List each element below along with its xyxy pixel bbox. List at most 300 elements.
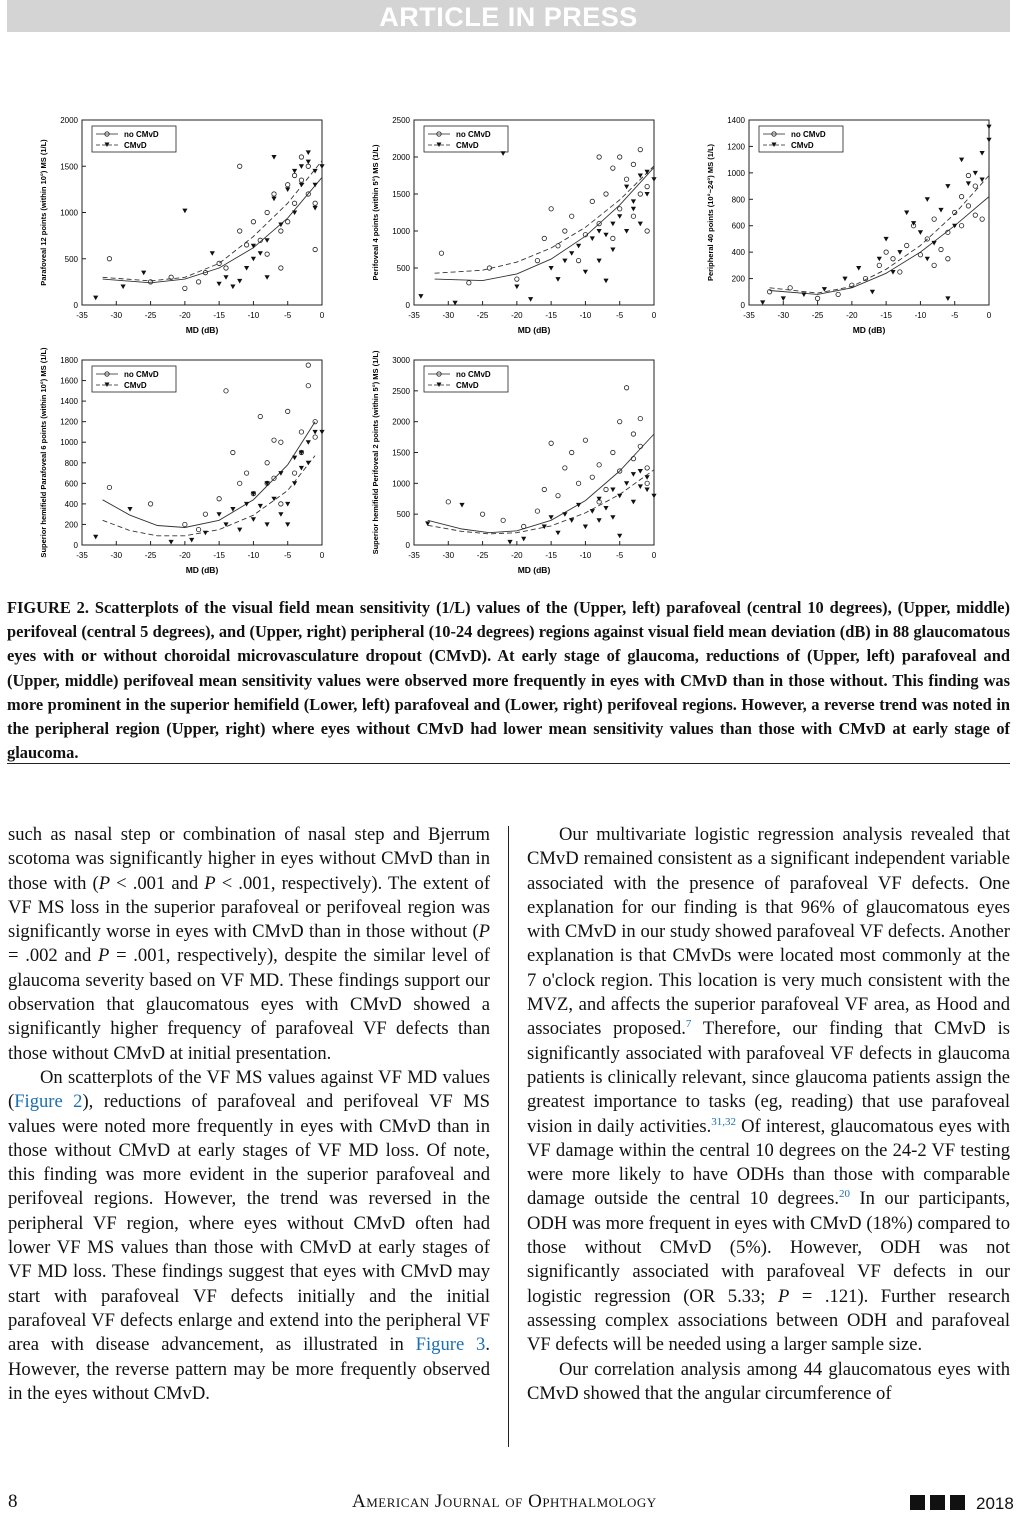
data-point-cmvd xyxy=(278,512,283,517)
page-number: 8 xyxy=(8,1491,18,1512)
data-point-no-cmvd xyxy=(638,444,642,448)
data-point-no-cmvd xyxy=(905,243,909,247)
data-point-no-cmvd xyxy=(624,386,628,390)
data-point-cmvd xyxy=(244,266,249,271)
x-tick-label: -25 xyxy=(144,311,157,320)
data-point-no-cmvd xyxy=(590,199,594,203)
y-tick-label: 1200 xyxy=(727,142,745,152)
data-point-cmvd xyxy=(182,209,187,214)
data-point-no-cmvd xyxy=(549,441,553,445)
data-point-no-cmvd xyxy=(313,435,317,439)
reference-link[interactable]: 31,32 xyxy=(711,1115,736,1128)
y-tick-label: 2500 xyxy=(392,116,410,125)
data-point-no-cmvd xyxy=(638,147,642,151)
data-point-cmvd xyxy=(542,525,547,530)
data-point-cmvd xyxy=(528,297,533,302)
data-point-no-cmvd xyxy=(576,481,580,485)
data-point-no-cmvd xyxy=(618,419,622,423)
data-point-cmvd xyxy=(651,494,656,499)
data-point-no-cmvd xyxy=(549,207,553,211)
data-point-no-cmvd xyxy=(501,518,505,522)
legend-label-no-cmvd: no CMvD xyxy=(124,370,159,379)
fit-line-cmvd xyxy=(435,166,654,273)
data-point-no-cmvd xyxy=(183,286,187,290)
figure-2-link[interactable]: Figure 2 xyxy=(14,1091,83,1113)
data-point-no-cmvd xyxy=(238,229,242,233)
y-tick-label: 2000 xyxy=(392,153,410,162)
data-point-no-cmvd xyxy=(196,280,200,284)
data-point-no-cmvd xyxy=(196,527,200,531)
data-point-cmvd xyxy=(938,208,943,213)
data-point-no-cmvd xyxy=(631,432,635,436)
data-point-cmvd xyxy=(217,282,222,287)
data-point-cmvd xyxy=(313,430,318,435)
data-point-no-cmvd xyxy=(946,257,950,261)
data-point-no-cmvd xyxy=(272,438,276,442)
data-point-cmvd xyxy=(610,515,615,520)
figure-caption: FIGURE 2. Scatterplots of the visual field mean sensitivity (1/L) values of the (Upper, left) parafoveal (central 10 degrees), (Upper, middle) perifoveal (central 5 degrees), and (Upper, right) peripheral (10-24 degrees) regions against visual field mean deviation (dB) in 88 glaucomatous eyes with or without choroidal microvasculature dropout (CMvD). At early stage of glaucoma, reductions of (Upper, left) parafoveal and (Upper, middle) perifoveal mean sensitivity values were observed more frequently in eyes with CMvD than in those without. This finding was more prominent in the superior hemifield (Lower, left) parafoveal and (Lower, right) perifoveal regions. However, a reverse trend was noted in the peripheral region (Upper, right) where eyes without CMvD had lower mean sensitivity values than those with CMvD at early stage of glaucoma. xyxy=(7,598,1010,763)
column-divider xyxy=(508,826,509,1447)
data-point-no-cmvd xyxy=(638,416,642,420)
y-tick-label: 600 xyxy=(731,221,745,231)
x-tick-label: -35 xyxy=(408,551,420,560)
data-point-cmvd xyxy=(603,506,608,511)
data-point-no-cmvd xyxy=(224,266,228,270)
data-point-cmvd xyxy=(562,512,567,517)
x-tick-label: -20 xyxy=(511,551,523,560)
scatterplot-parafoveal xyxy=(20,110,330,342)
fit-line-cmvd xyxy=(103,456,316,536)
data-point-no-cmvd xyxy=(306,164,310,168)
data-point-cmvd xyxy=(638,484,643,489)
legend-label-no-cmvd: no CMvD xyxy=(456,370,491,379)
data-point-no-cmvd xyxy=(767,290,771,294)
data-point-no-cmvd xyxy=(299,430,303,434)
data-point-cmvd xyxy=(313,183,318,188)
data-point-no-cmvd xyxy=(973,184,977,188)
y-tick-label: 0 xyxy=(405,541,410,550)
data-point-cmvd xyxy=(285,502,290,507)
data-point-cmvd xyxy=(897,250,902,255)
data-point-cmvd xyxy=(258,251,263,256)
data-point-no-cmvd xyxy=(265,461,269,465)
data-point-no-cmvd xyxy=(299,178,303,182)
data-point-no-cmvd xyxy=(604,192,608,196)
data-point-no-cmvd xyxy=(244,243,248,247)
data-point-no-cmvd xyxy=(631,162,635,166)
data-point-no-cmvd xyxy=(238,481,242,485)
data-point-no-cmvd xyxy=(439,251,443,255)
publication-year: 2018 xyxy=(976,1494,1014,1513)
data-point-cmvd xyxy=(945,184,950,189)
fit-line-no-cmvd xyxy=(435,167,654,280)
legend-label-cmvd: CMvD xyxy=(791,141,814,150)
y-tick-label: 800 xyxy=(64,458,78,468)
data-point-no-cmvd xyxy=(611,236,615,240)
data-point-no-cmvd xyxy=(299,155,303,159)
data-point-cmvd xyxy=(576,244,581,249)
data-point-no-cmvd xyxy=(966,173,970,177)
data-point-no-cmvd xyxy=(618,207,622,211)
data-point-no-cmvd xyxy=(638,192,642,196)
data-point-cmvd xyxy=(631,207,636,212)
data-point-cmvd xyxy=(569,518,574,523)
data-point-cmvd xyxy=(418,294,423,299)
data-point-no-cmvd xyxy=(446,500,450,504)
y-tick-label: 200 xyxy=(64,520,78,530)
x-tick-label: -35 xyxy=(76,551,88,560)
data-point-cmvd xyxy=(306,150,311,155)
data-point-no-cmvd xyxy=(231,450,235,454)
y-tick-label: 1500 xyxy=(60,162,78,172)
x-tick-label: -20 xyxy=(511,311,523,320)
data-point-cmvd xyxy=(986,125,991,130)
data-point-cmvd xyxy=(313,206,318,211)
data-point-cmvd xyxy=(645,488,650,493)
data-point-no-cmvd xyxy=(645,184,649,188)
data-point-no-cmvd xyxy=(959,194,963,198)
y-tick-label: 600 xyxy=(64,479,78,489)
data-point-no-cmvd xyxy=(932,217,936,221)
fit-line-cmvd xyxy=(103,161,322,281)
data-point-cmvd xyxy=(631,199,636,204)
data-point-cmvd xyxy=(265,238,270,243)
fit-line-no-cmvd xyxy=(428,434,654,533)
data-point-cmvd xyxy=(299,466,304,471)
data-point-no-cmvd xyxy=(217,497,221,501)
data-point-cmvd xyxy=(781,296,786,301)
x-tick-label: 0 xyxy=(986,311,992,320)
data-point-cmvd xyxy=(251,257,256,262)
y-tick-label: 1400 xyxy=(60,397,78,407)
data-point-cmvd xyxy=(856,266,861,271)
scatterplot-superior-parafoveal xyxy=(20,347,330,582)
legend-label-cmvd: CMvD xyxy=(456,141,479,150)
data-point-no-cmvd xyxy=(306,383,310,387)
data-point-cmvd xyxy=(93,535,98,540)
data-point-no-cmvd xyxy=(251,220,255,224)
data-point-no-cmvd xyxy=(980,217,984,221)
data-point-no-cmvd xyxy=(272,192,276,196)
x-tick-label: -25 xyxy=(811,311,824,320)
paragraph: such as nasal step or combination of nasal step and Bjerrum scotoma was significantly higher in eyes without CMvD than in those with (P < .001 and P < .001, respectively). The extent of VF MS loss in the superior parafoveal or perifoveal region was significantly worse in eyes with CMvD than in those without (P = .002 and P = .001, respectively), despite the similar level of glaucoma severity based on VF MD. These findings support our observation that glaucomatous eyes with CMvD showed a significantly higher frequency of parafoveal VF defects than those without CMvD at initial presentation. xyxy=(8,824,491,1064)
data-point-no-cmvd xyxy=(624,177,628,181)
data-point-cmvd xyxy=(271,197,276,202)
data-point-cmvd xyxy=(292,169,297,174)
data-point-cmvd xyxy=(842,277,847,282)
data-point-cmvd xyxy=(590,509,595,514)
data-point-no-cmvd xyxy=(467,281,471,285)
x-axis-label: MD (dB) xyxy=(852,325,886,335)
data-point-cmvd xyxy=(973,171,978,176)
data-point-cmvd xyxy=(292,456,297,461)
fit-line-cmvd xyxy=(770,176,989,294)
data-point-cmvd xyxy=(603,279,608,284)
data-point-cmvd xyxy=(244,502,249,507)
data-point-cmvd xyxy=(597,518,602,523)
legend-label-cmvd: CMvD xyxy=(456,381,479,390)
x-tick-label: -15 xyxy=(545,311,557,320)
x-tick-label: 0 xyxy=(651,551,657,560)
data-point-no-cmvd xyxy=(939,247,943,251)
data-point-no-cmvd xyxy=(898,270,902,274)
data-point-no-cmvd xyxy=(535,258,539,262)
x-tick-label: -10 xyxy=(579,311,592,320)
x-tick-label: -5 xyxy=(284,311,292,320)
data-point-cmvd xyxy=(189,538,194,543)
data-point-no-cmvd xyxy=(313,419,317,423)
data-point-cmvd xyxy=(258,504,263,509)
data-point-cmvd xyxy=(507,540,512,545)
data-point-cmvd xyxy=(597,229,602,234)
x-tick-label: -25 xyxy=(476,551,489,560)
x-tick-label: -10 xyxy=(914,311,927,320)
x-tick-label: -10 xyxy=(247,551,260,560)
legend-label-cmvd: CMvD xyxy=(124,141,147,150)
data-point-no-cmvd xyxy=(604,487,608,491)
data-point-cmvd xyxy=(624,185,629,190)
x-axis-label: MD (dB) xyxy=(185,325,219,335)
x-tick-label: -15 xyxy=(545,551,557,560)
data-point-cmvd xyxy=(890,270,895,275)
data-point-cmvd xyxy=(645,170,650,175)
paragraph: Our multivariate logistic regression analysis revealed that CMvD remained consistent as a significant independent variable associated with the presence of parafoveal VF defects. One explanation for our finding is that 96% of glaucomatous eyes with CMvD in our study showed parafoveal VF defects. Another explanation is that CMvDs were located most commonly at the 7 o'clock region. This location is very much consistent with the MVZ, and affects the superior parafoveal VF area, as Hood and associates proposed.$^7$ Therefore, our finding that CMvD is significantly associated with parafoveal VF defects in glaucoma patients is clinically relevant, since glaucoma patients assign the greatest importance to tasks (eg, reading) that use parafoveal vision in daily activities.$^{31,32}$ Of interest, glaucomatous eyes with VF damage within the central 10 degrees on the 24-2 VF testing were more likely to have ODHs than those with comparable damage outside the central 10 degrees.$^{20}$ In our participants, ODH was more frequent in eyes with CMvD (18%) compared to those without CMvD (5%). However, ODH was not significantly associated with parafoveal VF defects in our logistic regression (OR 5.33; P = .121). Further research assessing complex associations between ODH and parafoveal VF defects will be needed using a larger sample size. xyxy=(527,824,1011,1356)
data-point-cmvd xyxy=(597,259,602,264)
data-point-no-cmvd xyxy=(597,463,601,467)
legend-label-cmvd: CMvD xyxy=(124,381,147,390)
data-point-no-cmvd xyxy=(313,201,317,205)
data-point-cmvd xyxy=(319,164,324,169)
data-point-cmvd xyxy=(877,257,882,262)
data-point-no-cmvd xyxy=(959,224,963,228)
data-point-cmvd xyxy=(285,522,290,527)
x-tick-label: -10 xyxy=(247,311,260,320)
scatterplot-superior-perifoveal xyxy=(352,350,662,582)
data-point-no-cmvd xyxy=(966,204,970,208)
data-point-cmvd xyxy=(925,257,930,262)
article-in-press-banner: ARTICLE IN PRESS xyxy=(7,0,1010,32)
fit-line-cmvd xyxy=(428,470,654,534)
data-point-no-cmvd xyxy=(836,292,840,296)
data-point-no-cmvd xyxy=(148,502,152,506)
body-column-right xyxy=(527,823,1010,1406)
y-tick-label: 1500 xyxy=(392,190,410,199)
x-tick-label: -5 xyxy=(951,311,959,320)
data-point-no-cmvd xyxy=(107,257,111,261)
fit-line-no-cmvd xyxy=(103,177,322,282)
data-point-no-cmvd xyxy=(217,261,221,265)
data-point-cmvd xyxy=(121,285,126,290)
data-point-cmvd xyxy=(569,251,574,256)
data-point-no-cmvd xyxy=(631,214,635,218)
data-point-no-cmvd xyxy=(590,475,594,479)
x-axis-label: MD (dB) xyxy=(517,325,551,335)
x-axis-label: MD (dB) xyxy=(517,565,551,575)
y-tick-label: 400 xyxy=(64,499,78,509)
x-tick-label: -15 xyxy=(213,551,225,560)
data-point-cmvd xyxy=(285,187,290,192)
data-point-no-cmvd xyxy=(570,214,574,218)
data-point-cmvd xyxy=(603,233,608,238)
data-point-cmvd xyxy=(217,512,222,517)
x-tick-label: -30 xyxy=(442,551,455,560)
data-point-cmvd xyxy=(959,158,964,163)
data-point-cmvd xyxy=(210,251,215,256)
data-point-cmvd xyxy=(169,540,174,545)
data-point-cmvd xyxy=(631,500,636,505)
data-point-cmvd xyxy=(203,531,208,536)
data-point-cmvd xyxy=(583,525,588,530)
y-tick-label: 0 xyxy=(405,301,410,310)
data-point-cmvd xyxy=(271,155,276,160)
data-point-cmvd xyxy=(645,475,650,480)
y-axis-label: Superior hemifield Perifoveal 2 points (within 5°) MS (1/L) xyxy=(371,350,380,555)
data-point-cmvd xyxy=(306,461,311,466)
y-tick-label: 3000 xyxy=(392,356,410,365)
y-tick-label: 800 xyxy=(731,195,745,205)
x-tick-label: -30 xyxy=(442,311,455,320)
scatterplot-perifoveal xyxy=(352,110,662,342)
data-point-cmvd xyxy=(617,494,622,499)
x-tick-label: -30 xyxy=(110,311,123,320)
data-point-cmvd xyxy=(918,230,923,235)
data-point-no-cmvd xyxy=(570,450,574,454)
data-point-no-cmvd xyxy=(258,414,262,418)
data-point-no-cmvd xyxy=(556,493,560,497)
x-tick-label: -35 xyxy=(76,311,88,320)
y-tick-label: 1800 xyxy=(60,356,78,365)
data-point-cmvd xyxy=(610,488,615,493)
data-point-no-cmvd xyxy=(265,252,269,256)
data-point-no-cmvd xyxy=(292,471,296,475)
data-point-no-cmvd xyxy=(203,512,207,516)
x-tick-label: -5 xyxy=(616,311,624,320)
y-tick-label: 500 xyxy=(396,510,410,520)
data-point-no-cmvd xyxy=(306,363,310,367)
data-point-cmvd xyxy=(549,266,554,271)
y-tick-label: 2500 xyxy=(392,386,410,396)
data-point-cmvd xyxy=(801,292,806,297)
y-tick-label: 1000 xyxy=(727,168,745,178)
data-point-cmvd xyxy=(651,177,656,182)
y-tick-label: 1000 xyxy=(392,227,410,236)
data-point-cmvd xyxy=(299,164,304,169)
y-tick-label: 0 xyxy=(73,301,78,310)
data-point-cmvd xyxy=(230,285,235,290)
y-tick-label: 500 xyxy=(64,254,78,264)
data-point-no-cmvd xyxy=(576,258,580,262)
y-tick-label: 1000 xyxy=(392,479,410,489)
data-point-cmvd xyxy=(617,214,622,219)
issue-placeholder-squares xyxy=(910,1495,970,1511)
data-point-no-cmvd xyxy=(279,440,283,444)
x-tick-label: -35 xyxy=(743,311,755,320)
y-tick-label: 1400 xyxy=(727,116,745,125)
data-point-cmvd xyxy=(299,183,304,188)
data-point-cmvd xyxy=(870,290,875,295)
y-tick-label: 1500 xyxy=(392,448,410,458)
journal-name: American Journal of Ophthalmology xyxy=(352,1491,657,1512)
data-point-no-cmvd xyxy=(522,524,526,528)
data-point-no-cmvd xyxy=(244,471,248,475)
data-point-cmvd xyxy=(93,296,98,301)
data-point-no-cmvd xyxy=(480,512,484,516)
reference-link[interactable]: 20 xyxy=(839,1188,851,1201)
data-point-no-cmvd xyxy=(932,263,936,267)
data-point-no-cmvd xyxy=(107,485,111,489)
data-point-no-cmvd xyxy=(611,450,615,454)
data-point-cmvd xyxy=(986,138,991,143)
y-axis-label: Peripheral 40 points (10°~24°) MS (1/L) xyxy=(706,143,715,282)
x-tick-label: -5 xyxy=(616,551,624,560)
y-tick-label: 200 xyxy=(731,274,745,284)
data-point-cmvd xyxy=(555,277,560,282)
data-point-cmvd xyxy=(624,229,629,234)
data-point-cmvd xyxy=(141,271,146,276)
data-point-no-cmvd xyxy=(535,509,539,513)
x-tick-label: -25 xyxy=(476,311,489,320)
data-point-no-cmvd xyxy=(265,210,269,214)
reference-link[interactable]: 7 xyxy=(685,1018,692,1031)
data-point-cmvd xyxy=(610,248,615,253)
data-point-cmvd xyxy=(945,296,950,301)
data-point-cmvd xyxy=(237,528,242,533)
x-tick-label: -20 xyxy=(179,551,191,560)
data-point-cmvd xyxy=(980,178,985,183)
y-axis-label: Perifoveal 4 points (within 5°) MS (1/L) xyxy=(371,144,380,281)
data-point-cmvd xyxy=(638,222,643,227)
data-point-cmvd xyxy=(521,537,526,542)
data-point-cmvd xyxy=(904,211,909,216)
x-tick-label: -30 xyxy=(777,311,790,320)
data-point-cmvd xyxy=(925,197,930,202)
data-point-cmvd xyxy=(459,503,464,508)
y-tick-label: 400 xyxy=(731,248,745,258)
data-point-cmvd xyxy=(278,223,283,228)
data-point-no-cmvd xyxy=(279,266,283,270)
data-point-no-cmvd xyxy=(973,213,977,217)
data-point-no-cmvd xyxy=(238,164,242,168)
data-point-cmvd xyxy=(319,430,324,435)
data-point-cmvd xyxy=(306,440,311,445)
data-point-no-cmvd xyxy=(877,263,881,267)
fit-line-no-cmvd xyxy=(103,422,316,528)
data-point-cmvd xyxy=(884,237,889,242)
data-point-cmvd xyxy=(638,469,643,474)
data-point-cmvd xyxy=(265,275,270,280)
data-point-cmvd xyxy=(966,181,971,186)
x-tick-label: -25 xyxy=(144,551,157,560)
data-point-cmvd xyxy=(555,531,560,536)
data-point-cmvd xyxy=(127,507,132,512)
data-point-no-cmvd xyxy=(224,389,228,393)
data-point-no-cmvd xyxy=(563,229,567,233)
data-point-cmvd xyxy=(292,481,297,486)
data-point-no-cmvd xyxy=(292,173,296,177)
x-tick-label: -15 xyxy=(880,311,892,320)
data-point-cmvd xyxy=(980,151,985,156)
y-tick-label: 1600 xyxy=(60,376,78,386)
data-point-no-cmvd xyxy=(563,466,567,470)
data-point-no-cmvd xyxy=(279,502,283,506)
y-tick-label: 500 xyxy=(396,264,410,273)
figure-3-link[interactable]: Figure 3 xyxy=(415,1334,486,1356)
data-point-no-cmvd xyxy=(313,247,317,251)
data-point-no-cmvd xyxy=(148,280,152,284)
body-column-left xyxy=(8,823,490,1406)
data-point-no-cmvd xyxy=(183,522,187,526)
data-point-no-cmvd xyxy=(611,166,615,170)
